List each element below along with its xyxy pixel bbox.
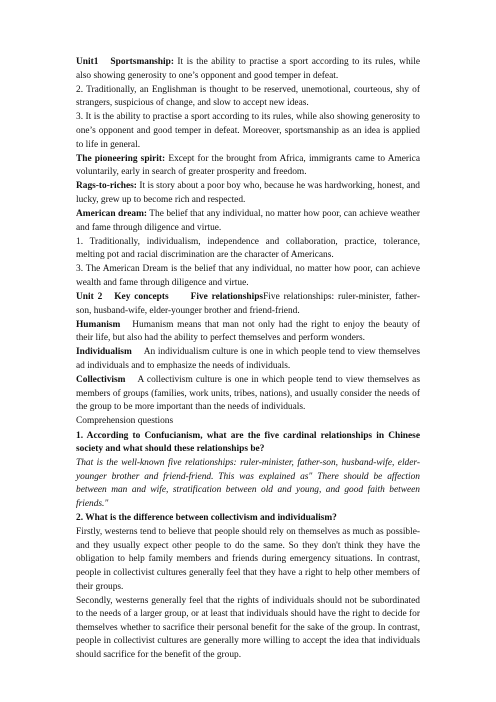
term-rags: Rags-to-riches:: [76, 181, 137, 192]
answer-1: [76, 457, 420, 511]
definition-five-relationships: Five relationships: ruler-minister, father-son, husband-wife, elder-younger brother and friend-friend.: [76, 292, 420, 316]
answer-2-part-2-text: Secondly, westerns generally feel that the rights of individuals should not be subordinated to the needs of a larger group, or at least that individuals should have the right to decide for themselves whether to sacrifice their personal benefit for the sake of the group. In contrast, people in collectivist cultures are generally more willing to accept the idea that individuals should sacrifice for the benefit of the group.: [76, 595, 420, 661]
term-five-relationships: Five relationships: [190, 292, 264, 303]
question-1: [76, 430, 420, 457]
definition-individualism: An individualism culture is one in which people tend to view themselves ad individuals and to emphasize the needs of individuals.: [76, 347, 420, 372]
answer-2-paragraph-2: [76, 595, 420, 663]
definition-sportsmanship: It is the ability to practise a sport according to its rules, while also showing generosity to one’s opponent and good temper in defeat.: [76, 57, 420, 81]
answer-1-text: That is the well-known five relationships: ruler-minister, father-son, husband-wife, elder-younger brother and friend-friend. This was explained as" There should be affection between man and wife, stratification between old and young, and good faith between friends.": [76, 458, 420, 509]
unit2-title: Unit 2: [76, 292, 103, 303]
paragraph-sportsmanship: [76, 56, 420, 83]
paragraph-item1b: [76, 236, 420, 263]
term-humanism: Humanism: [76, 319, 121, 330]
definition-pioneering: Except for the brought from Africa, immigrants came to America voluntarily, early in search of greater prosperity and freedom.: [76, 153, 420, 178]
definition-dream: The belief that any individual, no matter how poor, can achieve weather and fame through diligence and virtue.: [76, 209, 421, 233]
document-page: [76, 56, 420, 663]
paragraph-humanism: [76, 319, 420, 346]
key-concepts-label: Key concepts: [114, 292, 169, 303]
term-dream: American dream:: [76, 209, 148, 220]
term-pioneering: The pioneering spirit:: [76, 153, 166, 164]
definition-collectivism: A collectivism culture is one in which people tend to view themselves as members of groups (families, work units, tribes, nations), and usually consider the needs of the group to be more important than the needs of individuals.: [76, 375, 420, 413]
comprehension-heading: [76, 415, 420, 429]
paragraph-five-relationships: [76, 291, 420, 318]
paragraph-collectivism: [76, 374, 420, 415]
item2-text: 2. Traditionally, an Englishman is thought to be reserved, unemotional, courteous, shy of strangers, suspicious of change, and slow to accept new ideas.: [76, 84, 420, 109]
paragraph-item3b: [76, 263, 420, 290]
question-2-text: 2. What is the difference between collectivism and individualism?: [76, 513, 337, 524]
item3-text: 3. It is the ability to practise a sport according to its rules, while also showing generosity to one’s opponent and good temper in defeat. Moreover, sportsmanship as an idea is applied to life in general.: [76, 112, 420, 150]
term-sportsmanship: Sportsmanship:: [110, 57, 174, 67]
definition-rags: It is story about a poor boy who, because he was hardworking, honest, and lucky, grew up to become rich and respected.: [76, 181, 420, 205]
unit1-title: Unit1: [76, 57, 99, 67]
question-2: [76, 512, 420, 526]
paragraph-pioneering: [76, 153, 420, 180]
item3b-text: 3. The American Dream is the belief that any individual, no matter how poor, can achieve wealth and fame through diligence and virtue.: [76, 264, 420, 288]
item1b-text: 1. Traditionally, individualism, independence and collaboration, practice, tolerance, melting pot and racial discrimination are the character of Americans.: [76, 236, 420, 261]
paragraph-individualism: [76, 346, 420, 373]
answer-2-paragraph-1: [76, 526, 420, 594]
paragraph-rags: [76, 180, 420, 207]
definition-humanism: Humanism means that man not only had the right to enjoy the beauty of their life, but also had the ability to perfect themselves and perform wonders.: [76, 319, 420, 344]
paragraph-item2: [76, 84, 420, 111]
paragraph-dream: [76, 208, 420, 235]
term-collectivism: Collectivism: [76, 375, 126, 386]
term-individualism: Individualism: [76, 347, 132, 358]
comprehension-heading-text: Comprehension questions: [76, 416, 174, 427]
question-1-text: 1. According to Confucianism, what are the five cardinal relationships in Chinese society and what should these relationships be?: [76, 430, 420, 455]
paragraph-item3: [76, 111, 420, 152]
answer-2-part-1-text: Firstly, westerns tend to believe that people should rely on themselves as much as possible- and they usually expect other people to do the same. So they don't think they have the obligation to help family members and friends during emergency situations. In contrast, people in collectivist cultures generally feel that they have a right to help other members of their groups.: [76, 527, 420, 592]
